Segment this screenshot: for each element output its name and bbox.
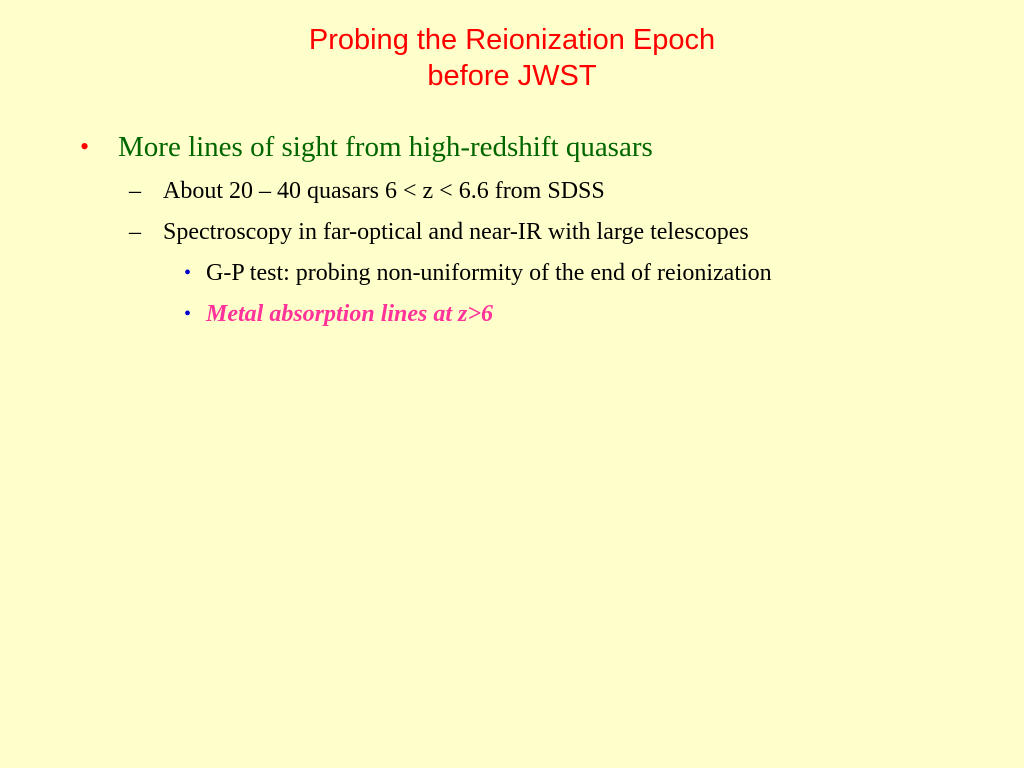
bullet-text: Spectroscopy in far-optical and near-IR with large telescopes — [163, 219, 749, 245]
slide-title-line-1: Probing the Reionization Epoch — [308, 24, 716, 56]
bullet-dot-icon: • — [80, 132, 90, 161]
slide-title-line-2: before JWST — [427, 60, 597, 92]
bullet-dot-icon: • — [184, 303, 192, 325]
bullet-text: G-P test: probing non-uniformity of the end of reionization — [206, 260, 772, 286]
bullet-dot-icon: • — [184, 262, 192, 284]
bullet-text: More lines of sight from high-redshift quasars — [118, 131, 653, 163]
bullet-text: About 20 – 40 quasars 6 < z < 6.6 from SDSS — [163, 178, 605, 204]
dash-icon: – — [129, 219, 141, 245]
dash-icon: – — [129, 178, 141, 204]
bullet-text-highlighted: Metal absorption lines at z>6 — [206, 301, 494, 327]
